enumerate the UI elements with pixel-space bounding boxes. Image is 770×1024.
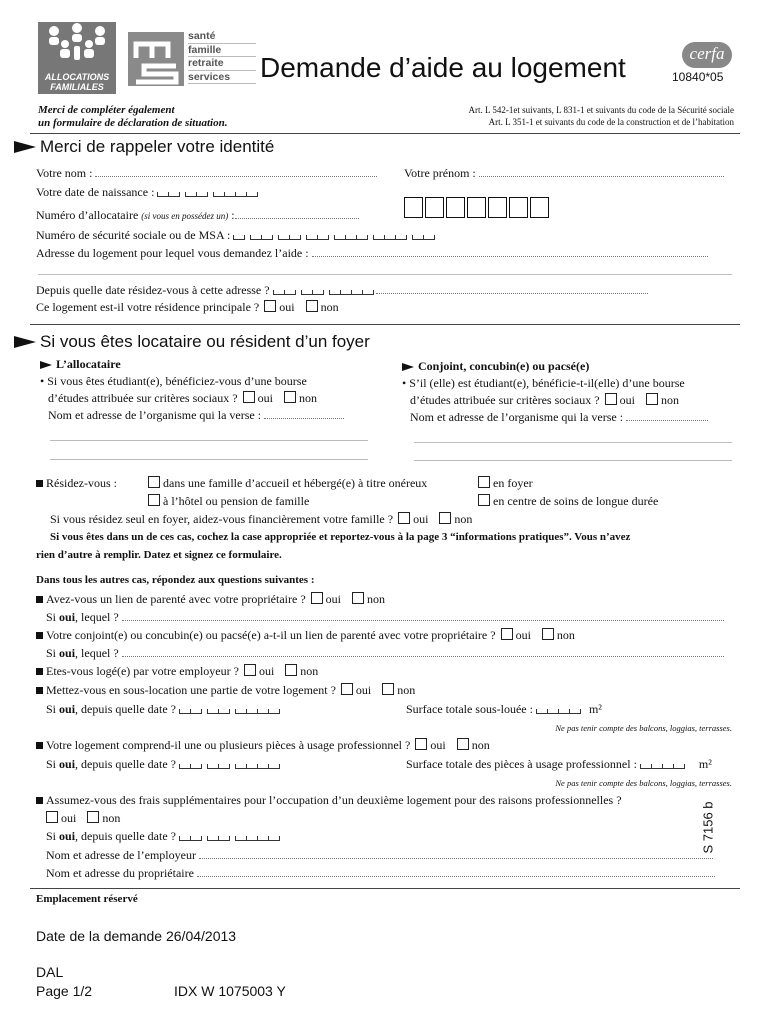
parente-lequel-row (46, 610, 724, 625)
non-label: non (300, 664, 319, 678)
instruction-2: rien d’autre à remplir. Datez et signez ce formulaire. (36, 549, 282, 561)
question-text: Votre conjoint(e) ou concubin(e) ou pacsé(e) a-t-il un lien de parenté avec votre propriétaire ? (46, 628, 496, 642)
organisme-label: Nom et adresse de l’organisme qui la verse : (48, 408, 262, 422)
caf-family-icon (38, 22, 116, 68)
pro-surface-input[interactable] (640, 758, 684, 773)
oui-label: oui (515, 628, 531, 642)
msa-word: famille (188, 44, 256, 58)
bourse-oui-checkbox[interactable] (243, 391, 255, 403)
oui-bold: oui (59, 610, 76, 624)
nom-input[interactable] (95, 176, 377, 177)
si-text: Si (46, 702, 60, 716)
deux-date-row (46, 829, 279, 845)
employeur-oui-checkbox[interactable] (244, 664, 256, 676)
foyer-aide-non-checkbox[interactable] (439, 512, 451, 524)
proprio-label: Nom et adresse du propriétaire (46, 866, 194, 880)
option-label: en centre de soins de longue durée (493, 494, 659, 508)
option-label: à l’hôtel ou pension de famille (163, 494, 310, 508)
conjoint-organisme-input[interactable] (626, 420, 708, 421)
adresse-input-line2[interactable] (38, 274, 732, 275)
date-demande (36, 928, 236, 944)
foyer-checkbox[interactable] (478, 476, 490, 488)
cerfa-logo-text: cerfa (689, 44, 725, 63)
pro-date-input[interactable] (179, 758, 279, 773)
depuis-label: Depuis quelle date résidez-vous à cette adresse ? (36, 283, 270, 297)
oui-label: oui (258, 664, 275, 678)
naissance-label: Votre date de naissance : (36, 185, 155, 199)
form-code: S 7156 b (700, 801, 716, 854)
divider (30, 324, 740, 325)
msa-letters-icon (128, 32, 184, 86)
residez-option (476, 494, 658, 509)
bourse-question-cont: d’études attribuée sur critères sociaux ? (410, 393, 600, 407)
non-label: non (320, 300, 339, 314)
q-sousloc-row (36, 683, 415, 698)
conjoint-organisme-input-line[interactable] (414, 460, 732, 461)
form-number: 10840*05 (672, 70, 724, 84)
residence-oui-checkbox[interactable] (264, 300, 276, 312)
si-text: Si (46, 610, 60, 624)
bourse-question: • S’il (elle) est étudiant(e), bénéficie-t-il(elle) d’une bourse (402, 376, 685, 390)
pro-non-checkbox[interactable] (457, 738, 469, 750)
allocataire-number-input[interactable] (404, 197, 551, 218)
conjoint-lequel-input[interactable] (122, 656, 724, 657)
msa-word: santé (188, 30, 256, 44)
caf-logo-text: ALLOCATIONS FAMILIALES (44, 72, 110, 92)
option-label: en foyer (493, 476, 533, 490)
unit-label: m² (588, 702, 602, 716)
prenom-input[interactable] (479, 176, 724, 177)
unit-label: m² (698, 757, 712, 771)
employeur-row (46, 848, 713, 863)
legal-ref: Art. L 542-1et suivants, L 831-1 et suivants du code de la Sécurité sociale (468, 105, 734, 115)
residez-option (146, 476, 427, 491)
section-title: Si vous êtes locataire ou résident d’un foyer (40, 332, 370, 351)
foyer-aide-oui-checkbox[interactable] (398, 512, 410, 524)
oui-bold: oui (59, 646, 76, 660)
bullet-square-icon (36, 797, 43, 804)
deux-date-input[interactable] (179, 830, 279, 845)
oui-label: oui (61, 811, 77, 825)
non-label: non (556, 628, 575, 642)
hotel-checkbox[interactable] (148, 494, 160, 506)
page-title: Demande d’aide au logement (260, 52, 626, 83)
sousloc-date-input[interactable] (179, 703, 279, 718)
conjoint-parente-non-checkbox[interactable] (542, 628, 554, 640)
option-label: dans une famille d’accueil et hébergé(e) à titre onéreux (163, 476, 428, 490)
oui-label: oui (279, 300, 295, 314)
employeur-label: Nom et adresse de l’employeur (46, 848, 196, 862)
question-text: Mettez-vous en sous-location une partie de votre logement ? (46, 683, 336, 697)
organisme-input[interactable] (264, 418, 344, 419)
sousloc-non-checkbox[interactable] (382, 683, 394, 695)
question-text: Votre logement comprend-il une ou plusieurs pièces à usage professionnel ? (46, 738, 411, 752)
bourse-question-cont: d’études attribuée sur critères sociaux ? (48, 391, 238, 405)
caf-logo (38, 22, 116, 94)
conjoint-bourse-non-checkbox[interactable] (646, 393, 658, 405)
bullet-square-icon (36, 632, 43, 639)
deux-options-row (44, 811, 120, 826)
oui-label: oui (619, 393, 635, 407)
emplacement-reserve: Emplacement réservé (36, 893, 138, 905)
allocataire-label: Numéro d’allocataire (36, 208, 139, 222)
soins-checkbox[interactable] (478, 494, 490, 506)
adresse-row (36, 246, 708, 261)
conjoint-parente-oui-checkbox[interactable] (501, 628, 513, 640)
allocataire-column (40, 356, 344, 424)
parente-oui-checkbox[interactable] (311, 592, 323, 604)
organisme-input-line[interactable] (50, 440, 368, 441)
si-text: Si (46, 646, 60, 660)
column-title: Conjoint, concubin(e) ou pacsé(e) (418, 359, 590, 373)
bullet-square-icon (36, 596, 43, 603)
msa-logo (128, 32, 184, 86)
question-text: Avez-vous un lien de parenté avec votre propriétaire ? (46, 592, 306, 606)
sousloc-surface-input[interactable] (536, 703, 580, 718)
adresse-label: Adresse du logement pour lequel vous demandez l’aide : (36, 246, 309, 260)
residez-option (146, 494, 309, 509)
arrow-icon (14, 141, 36, 153)
note-balcons: Ne pas tenir compte des balcons, loggias, terrasses. (555, 778, 732, 788)
lequel-text: , lequel ? (75, 610, 119, 624)
allocataire-hint: (si vous en possédez un) (141, 211, 229, 221)
proprio-row (46, 866, 715, 881)
cerfa-logo (682, 42, 732, 68)
idx-code: IDX W 1075003 Y (174, 983, 286, 999)
organisme-input-line[interactable] (50, 459, 368, 460)
non-label: non (454, 512, 473, 526)
question-text: Assumez-vous des frais supplémentaires pour l’occupation d’un deuxième logement pour des raisons professionnelles ? (46, 793, 622, 807)
section-identity-heading (14, 137, 274, 157)
non-label: non (367, 592, 385, 606)
residez-text: Résidez-vous : (46, 476, 117, 490)
conjoint-organisme-input-line[interactable] (414, 442, 732, 443)
lequel-text: , lequel ? (75, 646, 119, 660)
depuis-text: , depuis quelle date ? (75, 702, 176, 716)
pro-surface-row (406, 757, 712, 773)
msa-word: services (188, 71, 256, 85)
oui-label: oui (413, 512, 429, 526)
dal-label: DAL (36, 964, 64, 980)
instruction-1: Si vous êtes dans un de ces cas, cochez la case appropriée et reportez-vous à la page 3 “informations pratiques”. Vous n’avez (50, 531, 631, 543)
bullet-square-icon (36, 480, 43, 487)
non-label: non (471, 738, 490, 752)
oui-bold: oui (59, 757, 76, 771)
oui-bold: oui (59, 702, 76, 716)
column-title: L’allocataire (56, 357, 121, 371)
naissance-row (36, 185, 257, 201)
page-number: Page 1/2 (36, 983, 93, 999)
oui-label: oui (430, 738, 446, 752)
arrow-icon (402, 363, 414, 371)
si-text: Si (46, 757, 60, 771)
adresse-input[interactable] (312, 256, 708, 257)
oui-bold: oui (59, 829, 76, 843)
secu-number-input[interactable] (233, 229, 434, 244)
residence-label: Ce logement est-il votre résidence principale ? (36, 300, 260, 314)
sousloc-surface-row (406, 702, 602, 718)
conjoint-lequel-row (46, 646, 724, 661)
header-note-line: Merci de compléter également (38, 104, 175, 116)
section-locataire-heading (14, 332, 370, 352)
deux-non-checkbox[interactable] (87, 811, 99, 823)
prenom-label: Votre prénom : (404, 166, 476, 180)
header-note-line: un formulaire de déclaration de situation. (38, 117, 228, 129)
section-title: Merci de rappeler votre identité (40, 137, 275, 156)
arrow-icon (40, 361, 52, 369)
question-text: Etes-vous logé(e) par votre employeur ? (46, 664, 239, 678)
conjoint-bourse-oui-checkbox[interactable] (605, 393, 617, 405)
depuis-text: , depuis quelle date ? (75, 829, 176, 843)
q-deux-row (36, 793, 622, 808)
header-note (38, 104, 227, 130)
foyer-question-row (50, 512, 472, 527)
non-label: non (102, 811, 121, 825)
q-employeur-row (36, 664, 318, 679)
nom-label: Votre nom : (36, 166, 93, 180)
depuis-row (36, 283, 648, 299)
bullet-square-icon (36, 668, 43, 675)
parente-lequel-input[interactable] (122, 620, 724, 621)
note-balcons: Ne pas tenir compte des balcons, loggias, terrasses. (555, 723, 732, 733)
secu-label: Numéro de sécurité sociale ou de MSA : (36, 228, 231, 242)
oui-label: oui (325, 592, 341, 606)
allocataire-dots (235, 218, 359, 219)
date-value: 26/04/2013 (165, 928, 237, 944)
employeur-non-checkbox[interactable] (285, 664, 297, 676)
bourse-question: • Si vous êtes étudiant(e), bénéficiez-vous d’une bourse (40, 374, 307, 388)
depuis-dots (376, 293, 648, 294)
pro-oui-checkbox[interactable] (415, 738, 427, 750)
bullet-square-icon (36, 687, 43, 694)
arrow-icon (14, 336, 36, 348)
parente-non-checkbox[interactable] (352, 592, 364, 604)
oui-label: oui (355, 683, 372, 697)
sousloc-oui-checkbox[interactable] (341, 683, 353, 695)
q-parente-row (36, 592, 385, 607)
residence-non-checkbox[interactable] (306, 300, 318, 312)
si-text: Si (46, 829, 60, 843)
organisme-label: Nom et adresse de l’organisme qui la verse : (410, 410, 624, 424)
q-conjoint-row (36, 628, 575, 643)
pro-date-row (46, 757, 279, 773)
depuis-date-input[interactable] (273, 284, 373, 299)
allocataire-row: Numéro d’allocataire (si vous en possédez un) : (36, 208, 359, 223)
naissance-date-input[interactable] (157, 186, 257, 201)
oui-label: oui (257, 391, 273, 405)
deux-oui-checkbox[interactable] (46, 811, 58, 823)
surface-label: Surface totale sous-louée : (406, 702, 533, 716)
msa-words (188, 30, 256, 84)
q-pro-row (36, 738, 490, 753)
autres-cas: Dans tous les autres cas, répondez aux questions suivantes : (36, 574, 315, 586)
secu-row (36, 228, 434, 244)
residez-label (36, 476, 117, 491)
legal-ref: Art. L 351-1 et suivants du code de la construction et de l’habitation (488, 117, 734, 127)
legal-refs (468, 104, 734, 128)
non-label: non (660, 393, 679, 407)
surface-label: Surface totale des pièces à usage professionnel : (406, 757, 637, 771)
date-label: Date de la demande (36, 928, 163, 944)
msa-word: retraite (188, 57, 256, 71)
proprio-input[interactable] (197, 876, 715, 877)
famille-accueil-checkbox[interactable] (148, 476, 160, 488)
depuis-text: , depuis quelle date ? (75, 757, 176, 771)
employeur-input[interactable] (199, 858, 713, 859)
bullet-square-icon (36, 742, 43, 749)
nom-row (36, 166, 377, 181)
prenom-row (404, 166, 724, 181)
divider (30, 888, 740, 889)
non-label: non (298, 391, 317, 405)
non-label: non (397, 683, 416, 697)
sousloc-date-row (46, 702, 279, 718)
conjoint-column (402, 358, 708, 426)
divider (30, 133, 740, 134)
residence-row (36, 300, 339, 315)
residez-option (476, 476, 533, 491)
foyer-question: Si vous résidez seul en foyer, aidez-vous financièrement votre famille ? (50, 512, 394, 526)
bourse-non-checkbox[interactable] (284, 391, 296, 403)
